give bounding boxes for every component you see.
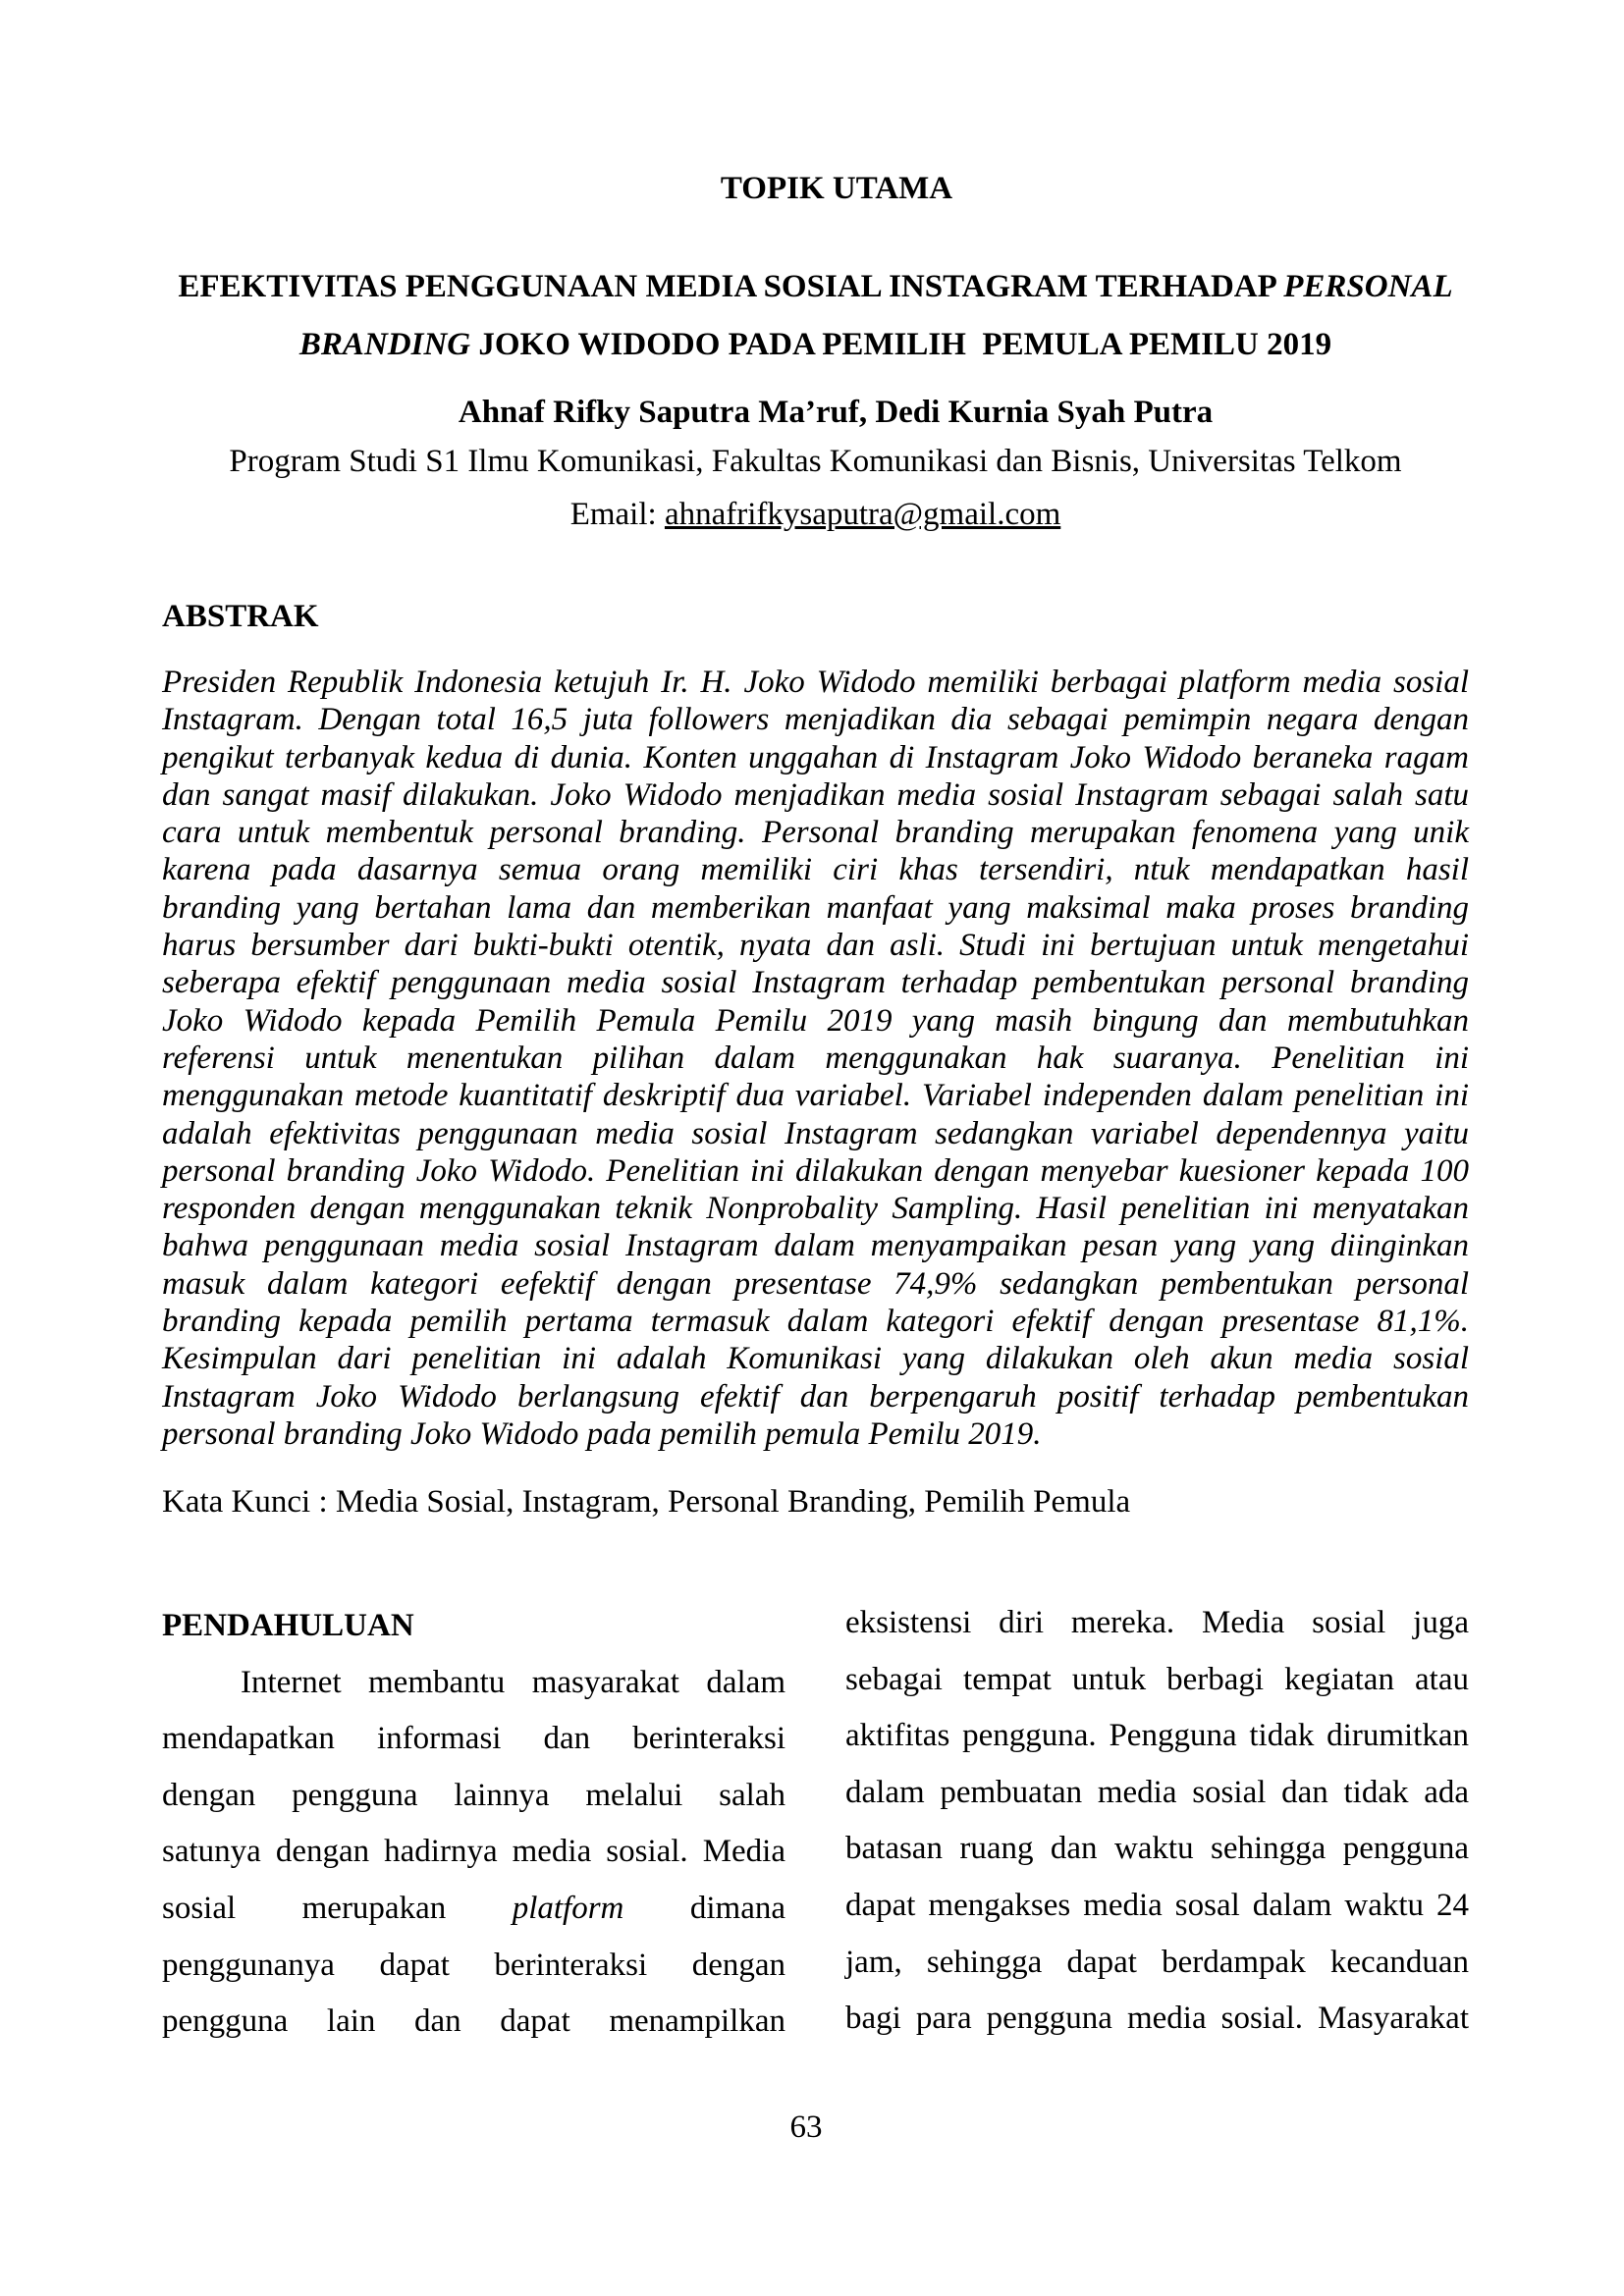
body-text: sosial merupakan xyxy=(162,1890,447,1926)
body-line: mendapatkan informasi dan berinteraksi xyxy=(162,1721,785,1757)
paper-title xyxy=(162,267,1469,364)
title-line xyxy=(162,325,1469,364)
abstract-line: masuk dalam kategori eefektif dengan presentase 74,9% sedangkan pembentukan personal xyxy=(162,1265,1469,1302)
keywords xyxy=(162,1482,1130,1522)
abstract-line: karena pada dasarnya semua orang memiliki ciri khas tersendiri, ntuk mendapatkan hasil xyxy=(162,852,1469,888)
section-label: TOPIK UTAMA xyxy=(720,171,953,206)
body-line: sebagai tempat untuk berbagi kegiatan atau xyxy=(845,1661,1469,1697)
abstract-line: Instagram. Dengan total 16,5 juta followers menjadikan dia sebagai pemimpin negara dengan xyxy=(162,702,1469,738)
page-number: 63 xyxy=(789,2109,823,2145)
body-line: batasan ruang dan waktu sehingga pengguna xyxy=(845,1831,1469,1867)
body-line: jam, sehingga dapat berdampak kecanduan xyxy=(845,1944,1469,1980)
body-line xyxy=(162,1881,785,1938)
italic-term: platform xyxy=(512,1890,624,1926)
abstract-body xyxy=(162,664,1469,1453)
abstract-line: branding yang bertahan lama dan memberikan manfaat yang maksimal maka proses branding xyxy=(162,889,1469,926)
abstract-line: responden dengan menggunakan teknik Nonprobality Sampling. Hasil penelitian ini menyatakan xyxy=(162,1191,1469,1227)
abstract-line: Presiden Republik Indonesia ketujuh Ir. H. Joko Widodo memiliki berbagai platform media sosial xyxy=(162,665,1469,700)
body-line: eksistensi diri mereka. Media sosial juga xyxy=(845,1605,1469,1640)
title-text: JOKO WIDODO PADA PEMILIH PEMULA PEMILU 2019 xyxy=(478,327,1332,362)
email-label: Email: xyxy=(569,497,657,532)
body-line: pengguna lain dan dapat menampilkan xyxy=(162,2003,785,2040)
title-line xyxy=(162,267,1469,306)
abstract-line: cara untuk membentuk personal branding. Personal branding merupakan fenomena yang unik xyxy=(162,815,1469,851)
abstract-heading: ABSTRAK xyxy=(162,599,319,634)
keywords-label: Kata Kunci : xyxy=(162,1484,328,1520)
abstract-line: adalah efektivitas penggunaan media sosial Instagram sedangkan variabel dependennya yaitu xyxy=(162,1115,1469,1151)
abstract-line: bahwa penggunaan media sosial Instagram dalam menyampaikan pesan yang yang diinginkan xyxy=(162,1228,1469,1264)
abstract-line: branding kepada pemilih pertama termasuk dalam kategori efektif dengan presentase 81,1%. xyxy=(162,1304,1469,1340)
body-line: dengan pengguna lainnya melalui salah xyxy=(162,1777,785,1813)
abstract-line: referensi untuk menentukan pilihan dalam menggunakan hak suaranya. Penelitian ini xyxy=(162,1040,1469,1076)
keywords-value: Media Sosial, Instagram, Personal Branding, Pemilih Pemula xyxy=(335,1484,1131,1520)
abstract-line: Kesimpulan dari penelitian ini adalah Komunikasi yang dilakukan oleh akun media sosial xyxy=(162,1341,1469,1377)
abstract-line: personal branding Joko Widodo. Penelitian ini dilakukan dengan menyebar kuesioner kepada 100 xyxy=(162,1152,1469,1189)
body-line: bagi para pengguna media sosial. Masyarakat xyxy=(845,2001,1469,2037)
title-italic-term: BRANDING xyxy=(298,327,471,362)
abstract-line: harus bersumber dari bukti-bukti otentik, nyata dan asli. Studi ini bertujuan untuk mengetahui xyxy=(162,928,1469,964)
introduction-heading: PENDAHULUAN xyxy=(162,1608,414,1643)
title-text: EFEKTIVITAS PENGGUNAAN MEDIA SOSIAL INSTAGRAM TERHADAP xyxy=(178,269,1275,304)
abstract-line: seberapa efektif penggunaan media sosial Instagram terhadap pembentukan personal branding xyxy=(162,965,1469,1001)
abstract-line: dan sangat masif dilakukan. Joko Widodo menjadikan media sosial Instagram sebagai salah satu xyxy=(162,776,1469,813)
body-line: penggunanya dapat berinteraksi dengan xyxy=(162,1947,785,1983)
abstract-line: Joko Widodo kepada Pemilih Pemula Pemilu 2019 yang masih bingung dan membutuhkan xyxy=(162,1002,1469,1039)
introduction-right-column xyxy=(845,1595,1469,2048)
author-email xyxy=(162,495,1469,534)
author-affiliation: Program Studi S1 Ilmu Komunikasi, Fakultas Komunikasi dan Bisnis, Universitas Telkom xyxy=(229,444,1402,479)
body-text: dimana xyxy=(689,1890,785,1926)
email-link[interactable]: ahnafrifkysaputra@gmail.com xyxy=(664,497,1061,532)
author-names: Ahnaf Rifky Saputra Ma’ruf, Dedi Kurnia Syah Putra xyxy=(458,395,1214,430)
body-line: aktifitas pengguna. Pengguna tidak dirumitkan xyxy=(845,1718,1469,1754)
body-line: satunya dengan hadirnya media sosial. Media xyxy=(162,1834,785,1870)
body-line: Internet membantu masyarakat dalam xyxy=(241,1664,785,1700)
abstract-line: menggunakan metode kuantitatif deskriptif dua variabel. Variabel independen dalam penelitian ini xyxy=(162,1078,1469,1114)
title-italic-term: PERSONAL xyxy=(1283,269,1453,304)
abstract-line: pengikut terbanyak kedua di dunia. Konten unggahan di Instagram Joko Widodo beraneka ragam xyxy=(162,739,1469,775)
abstract-line: Instagram Joko Widodo berlangsung efektif dan berpengaruh positif terhadap pembentukan xyxy=(162,1378,1469,1415)
body-line: dapat mengakses media sosal dalam waktu 24 xyxy=(845,1887,1469,1923)
body-line: dalam pembuatan media sosial dan tidak ada xyxy=(845,1774,1469,1810)
introduction-left-column xyxy=(162,1598,785,2051)
abstract-line: personal branding Joko Widodo pada pemilih pemula Pemilu 2019. xyxy=(162,1415,1042,1452)
